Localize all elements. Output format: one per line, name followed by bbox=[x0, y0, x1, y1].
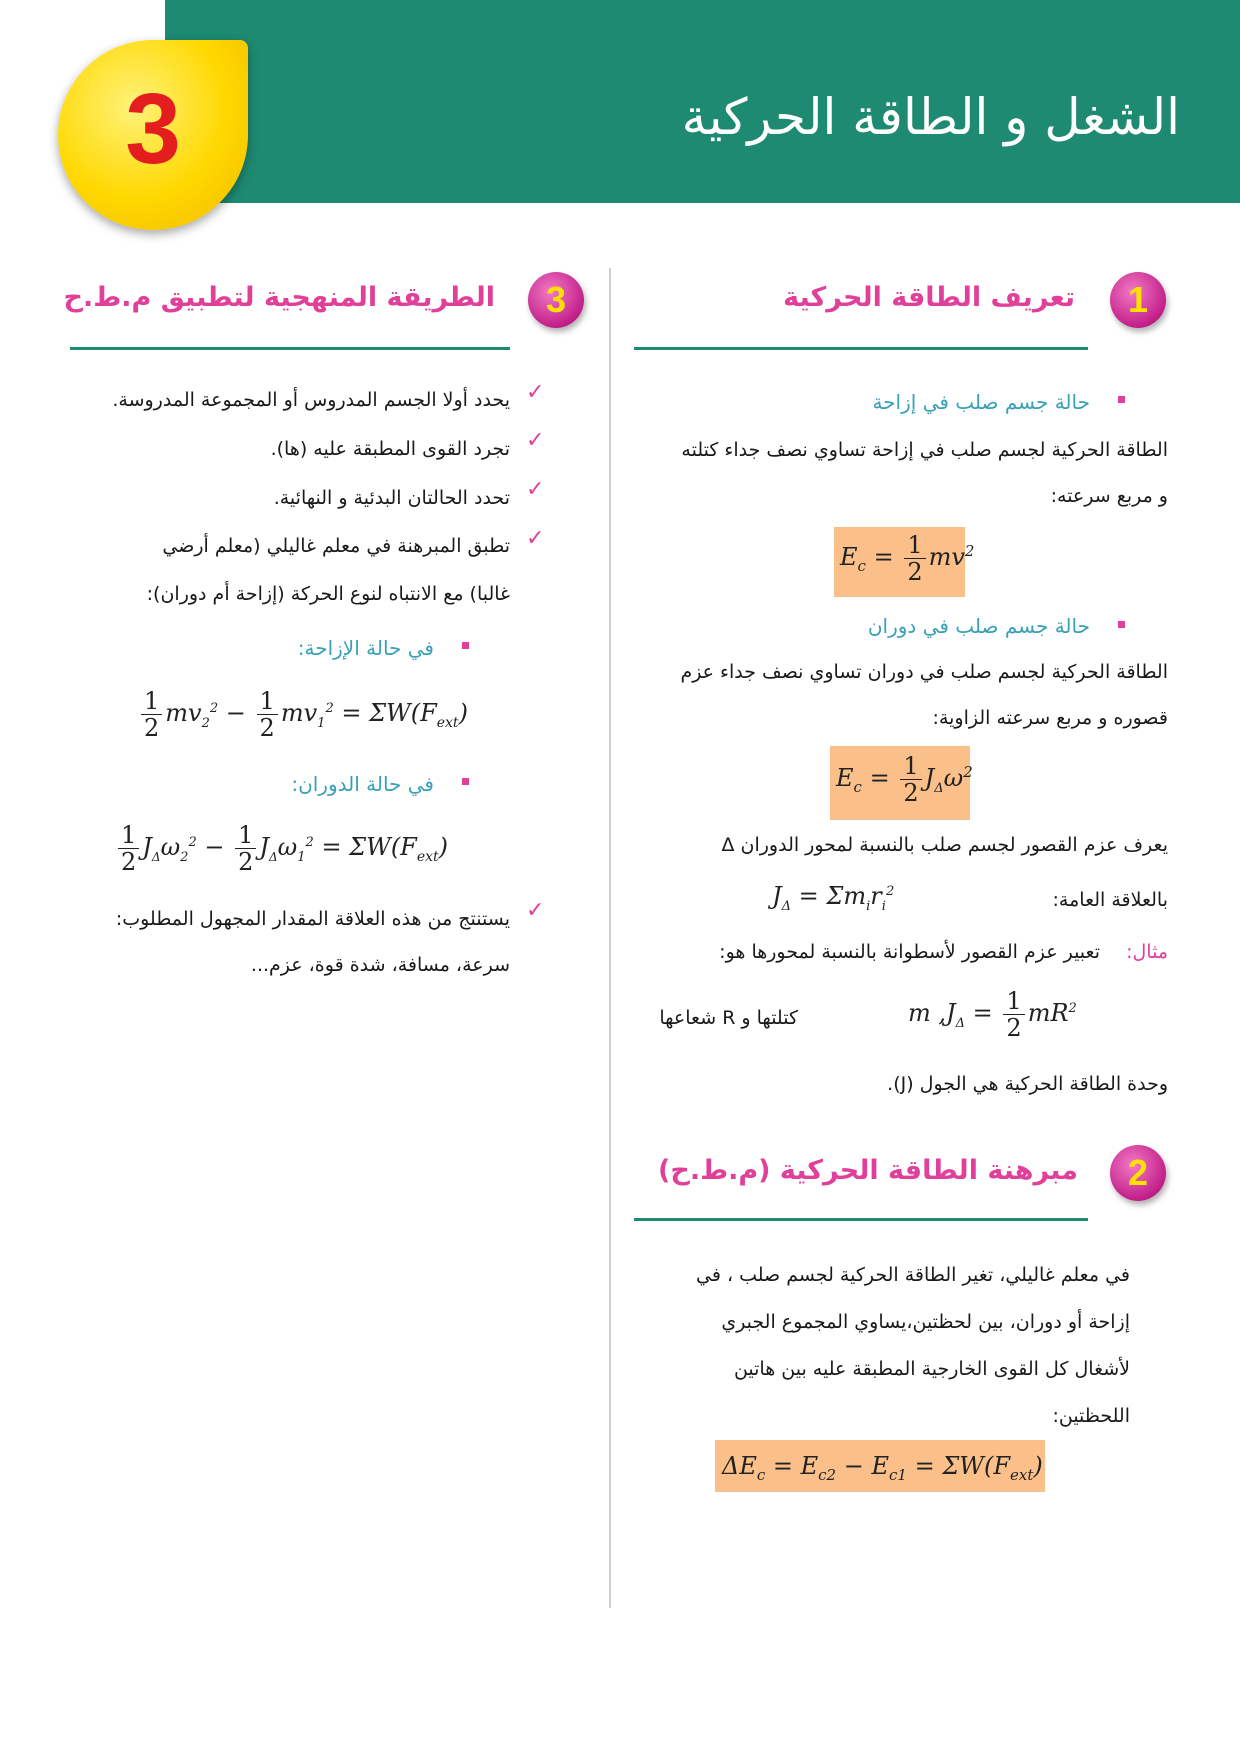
method-step-4-line-2: غالبا) مع الانتباه لنوع الحركة (إزاحة أم دوران): bbox=[146, 583, 510, 605]
rotation-text-line-2: قصوره و مربع سرعته الزاوية: bbox=[932, 707, 1168, 729]
method-step-5-line-2: سرعة، مسافة، شدة قوة، عزم... bbox=[250, 954, 510, 976]
rotation-text-line-1: الطاقة الحركية لجسم صلب في دوران تساوي نصف جداء عزم bbox=[680, 661, 1168, 683]
method-step-3: تحدد الحالتان البدئية و النهائية. bbox=[273, 487, 510, 509]
formula-kinetic-energy-rotation: $E_c$ = $\frac{1}{2}$ $J_\Delta\omega^2$ bbox=[836, 752, 973, 807]
translation-case-heading: حالة جسم صلب في إزاحة bbox=[872, 390, 1090, 414]
method-step-2: تجرد القوى المطبقة عليه (ها). bbox=[270, 438, 510, 460]
section-3-number: 3 bbox=[545, 279, 567, 320]
bullet-square-icon bbox=[462, 778, 469, 785]
section-2-badge bbox=[1110, 1145, 1166, 1201]
bullet-square-icon bbox=[1118, 621, 1125, 628]
chapter-title: الشغل و الطاقة الحركية bbox=[681, 88, 1180, 146]
theorem-text-line-4: اللحظتين: bbox=[1052, 1405, 1130, 1427]
translation-text-line-1: الطاقة الحركية لجسم صلب في إزاحة تساوي نصف جداء كتلته bbox=[681, 439, 1168, 461]
section-2-underline bbox=[634, 1218, 1088, 1221]
section-1-badge bbox=[1110, 272, 1166, 328]
section-1-underline bbox=[634, 347, 1088, 350]
checkmark-icon: ✓ bbox=[526, 898, 545, 923]
section-1-number: 1 bbox=[1127, 279, 1149, 320]
example-label: مثال: bbox=[1126, 941, 1168, 963]
example-text: تعبير عزم القصور لأسطوانة بالنسبة لمحورها هو: bbox=[719, 941, 1100, 963]
formula-kinetic-energy-translation: $E_c$ = $\frac{1}{2}$ $mv^2$ bbox=[840, 531, 975, 586]
checkmark-icon: ✓ bbox=[526, 526, 545, 551]
theorem-text-line-3: لأشغال كل القوى الخارجية المطبقة عليه بين هاتين bbox=[733, 1358, 1130, 1380]
energy-unit-text: وحدة الطاقة الحركية هي الجول (J). bbox=[887, 1073, 1168, 1095]
theorem-text-line-1: في معلم غاليلي، تغير الطاقة الحركية لجسم صلب ، في bbox=[695, 1264, 1130, 1286]
section-3-title: الطريقة المنهجية لتطبيق م.ط.ح bbox=[63, 282, 495, 313]
theorem-text-line-2: إزاحة أو دوران، بين لحظتين،يساوي المجموع الجبري bbox=[721, 1311, 1130, 1333]
general-relation-label: بالعلاقة العامة: bbox=[1052, 889, 1168, 911]
rotation-case-label: في حالة الدوران: bbox=[291, 772, 434, 796]
translation-case-label: في حالة الإزاحة: bbox=[297, 636, 434, 660]
formula-theorem-translation: $\frac{1}{2}$ $mv_2^2$ − $\frac{1}{2}$ $mv_1^2 = \Sigma W(F_{ext})$ bbox=[138, 688, 468, 741]
chapter-number: 3 bbox=[125, 73, 181, 185]
checkmark-icon: ✓ bbox=[526, 428, 545, 453]
method-step-4-line-1: تطبق المبرهنة في معلم غاليلي (معلم أرضي bbox=[162, 535, 510, 557]
checkmark-icon: ✓ bbox=[526, 477, 545, 502]
bullet-square-icon bbox=[462, 642, 469, 649]
method-step-5-line-1: يستنتج من هذه العلاقة المقدار المجهول المطلوب: bbox=[115, 908, 510, 930]
section-3-badge bbox=[528, 272, 584, 328]
header-band bbox=[165, 0, 1240, 203]
section-2-number: 2 bbox=[1127, 1152, 1149, 1193]
section-1-title: تعريف الطاقة الحركية bbox=[783, 282, 1075, 313]
rotation-case-heading: حالة جسم صلب في دوران bbox=[867, 614, 1090, 638]
section-3-underline bbox=[70, 347, 510, 350]
method-step-1: يحدد أولا الجسم المدروس أو المجموعة المدروسة. bbox=[112, 389, 510, 411]
translation-text-line-2: و مربع سرعته: bbox=[1050, 485, 1168, 507]
cylinder-description: كتلتها و R شعاعها bbox=[659, 1007, 798, 1029]
inertia-definition-text: يعرف عزم القصور لجسم صلب بالنسبة لمحور الدوران Δ bbox=[721, 834, 1168, 856]
bullet-square-icon bbox=[1118, 396, 1125, 403]
chapter-number-badge bbox=[58, 40, 248, 230]
formula-moment-of-inertia: $J_\Delta = \Sigma m_ir_i^2$ bbox=[772, 882, 895, 914]
section-2-title: مبرهنة الطاقة الحركية (م.ط.ح) bbox=[658, 1155, 1078, 1186]
formula-kinetic-energy-theorem: $\Delta E_c = E_{c2} - E_{c1} = \Sigma W(F_{ext})$ bbox=[722, 1452, 1043, 1484]
formula-cylinder-inertia: m $,J_\Delta$ = $\frac{1}{2}$ $mR^2$ bbox=[908, 987, 1077, 1042]
formula-theorem-rotation: $\frac{1}{2}$ $J_\Delta\omega_2^2$ − $\frac{1}{2}$ $J_\Delta\omega_1^2 = \Sigma W(F_{ext})$ bbox=[115, 822, 448, 875]
column-divider bbox=[609, 268, 611, 1608]
checkmark-icon: ✓ bbox=[526, 380, 545, 405]
